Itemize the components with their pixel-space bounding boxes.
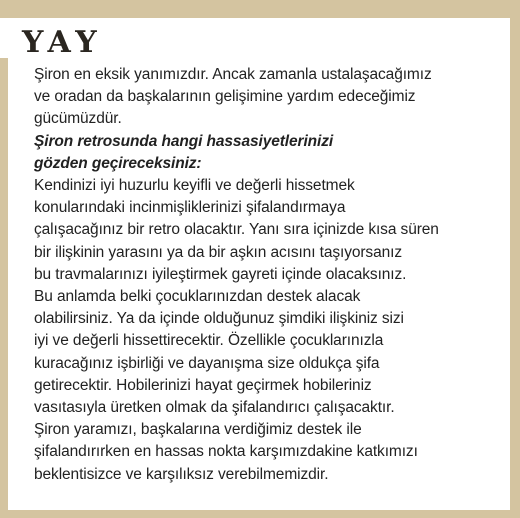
frame-bottom-border — [0, 510, 520, 518]
text-line: beklentisizce ve karşılıksız verebilmemizdir. — [34, 465, 329, 483]
text-line: gücümüzdür. — [34, 110, 122, 128]
text-line: bir ilişkinin yarasını ya da bir aşkın acısını taşıyorsanız — [34, 243, 402, 261]
frame-right-border — [510, 0, 520, 518]
text-line: konularındaki incinmişliklerinizi şifalandırmaya — [34, 199, 346, 217]
article-body — [34, 64, 504, 486]
text-line: kuracağınız işbirliği ve dayanışma size oldukça şifa — [34, 354, 380, 372]
text-line: çalışacağınız bir retro olacaktır. Yanı sıra içinizde kısa süren — [34, 221, 439, 239]
text-line: Şiron yaramızı, başkalarına verdiğimiz destek ile — [34, 421, 362, 439]
text-line: Kendinizi iyi huzurlu keyifli ve değerli hissetmek — [34, 177, 355, 195]
text-line: iyi ve değerli hissettirecektir. Özellikle çocuklarınızla — [34, 332, 384, 350]
frame-top-border — [0, 0, 520, 18]
text-line: ve oradan da başkalarının gelişimine yardım edeceğimiz — [34, 88, 416, 106]
text-line: Bu anlamda belki çocuklarınızdan destek alacak — [34, 288, 361, 306]
text-line: şifalandırırken en hassas nokta karşımızdakine katkımızı — [34, 443, 418, 461]
text-line: olabilirsiniz. Ya da içinde olduğunuz şimdiki ilişkiniz sizi — [34, 310, 404, 328]
question-line: Şiron retrosunda hangi hassasiyetlerinizi — [34, 132, 334, 150]
frame-left-border — [0, 58, 8, 518]
question-line: gözden geçireceksiniz: — [34, 154, 202, 172]
text-line: Şiron en eksik yanımızdır. Ancak zamanla ustalaşacağımız — [34, 66, 432, 83]
text-line: getirecektir. Hobilerinizi hayat geçirmek hobileriniz — [34, 376, 372, 394]
text-line: vasıtasıyla üretken olmak da şifalandırıcı çalışacaktır. — [34, 399, 395, 417]
section-heading: YAY — [22, 25, 103, 60]
text-line: bu travmalarınızı iyileştirmek gayreti içinde olacaksınız. — [34, 265, 407, 283]
